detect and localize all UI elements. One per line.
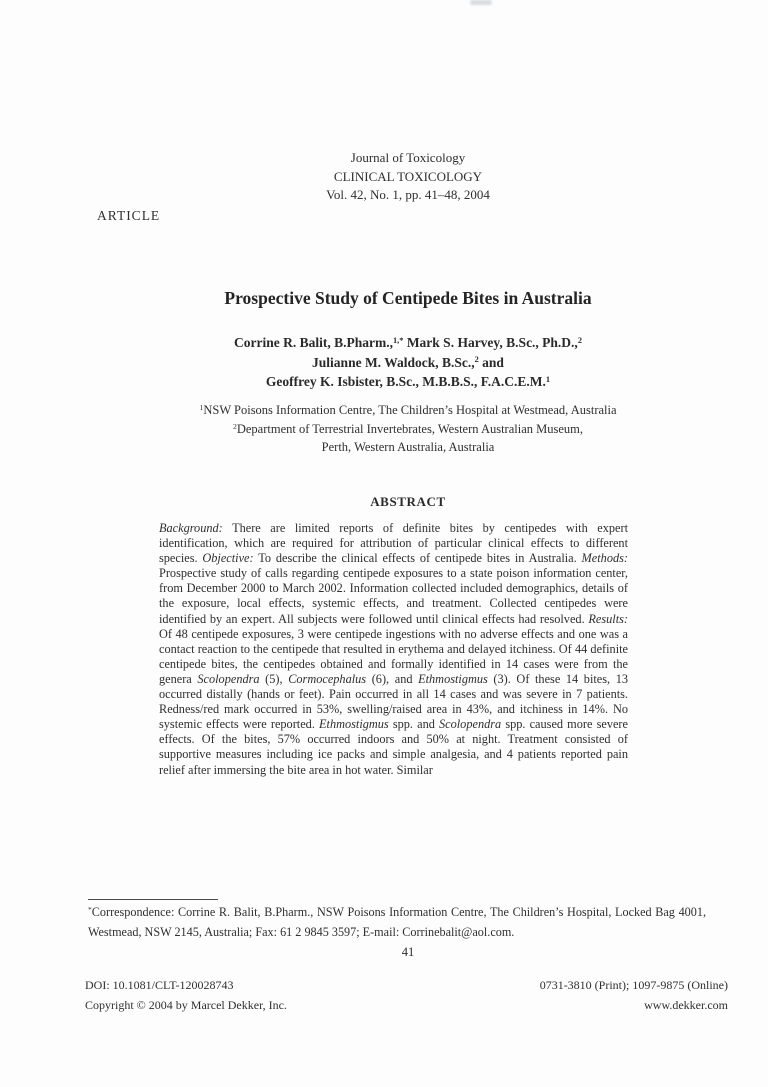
author-line: Corrine R. Balit, B.Pharm.,$^{1,*}$ Mark S. Harvey, B.Sc., Ph.D.,$^2$: [234, 335, 582, 350]
footnote-line: Westmead, NSW 2145, Australia; Fax: 61 2 9845 3597; E-mail: Corrinebalit@aol.com.: [88, 924, 515, 939]
journal-series-title: CLINICAL TOXICOLOGY: [333, 168, 483, 184]
footer-left-block: [85, 976, 287, 1015]
abstract-heading: ABSTRACT: [370, 494, 446, 509]
author-line: Geoffrey K. Isbister, B.Sc., M.B.B.S., F.A.C.E.M.$^1$: [265, 374, 551, 389]
scan-artifact: [470, 0, 492, 5]
page-number: 41: [401, 945, 415, 959]
issn-text: 0731-3810 (Print); 1097-9875 (Online): [539, 978, 728, 992]
affiliation-line: $^1$NSW Poisons Information Centre, The Children’s Hospital at Westmead, Australia: [199, 403, 617, 417]
affiliation-line: Perth, Western Australia, Australia: [321, 440, 495, 454]
affiliations-block: [40, 401, 768, 457]
authors-block: [40, 333, 768, 392]
article-type-label: ARTICLE: [97, 208, 161, 223]
journal-volume-info: Vol. 42, No. 1, pp. 41–48, 2004: [326, 187, 490, 202]
journal-header: [40, 149, 768, 205]
journal-name: Journal of Toxicology: [350, 150, 466, 165]
footnote-line: *Correspondence: Corrine R. Balit, B.Pharm., NSW Poisons Information Centre, The Children’s Hospital, Locked Bag 4001,: [88, 905, 706, 919]
author-line: Julianne M. Waldock, B.Sc.,$^2$ and: [312, 354, 504, 370]
doi-text: DOI: 10.1081/CLT-120028743: [85, 978, 234, 992]
footer-right-block: [540, 976, 728, 1015]
copyright-text: Copyright © 2004 by Marcel Dekker, Inc.: [85, 997, 287, 1012]
affiliation-line: $^2$Department of Terrestrial Invertebrates, Western Australian Museum,: [232, 421, 584, 436]
website-text: www.dekker.com: [644, 997, 728, 1012]
paper-title: Prospective Study of Centipede Bites in Australia: [224, 288, 592, 308]
footnote-divider: [88, 899, 218, 900]
abstract-text: Background: There are limited reports of definite bites by centipedes with expert identification, which are required for attribution of particular clinical effects to different species. Objective: To describe the clinical effects of centipede bites in Australia. Methods: Prospective study of calls regarding centipede exposures to a state poison information center, from December 2000 to March 2002. Information collected included demographics, details of the exposure, local effects, systemic effects, and treatment. Collected centipedes were identified by an expert. All subjects were followed until clinical effects had resolved. Results: Of 48 centipede exposures, 3 were centipede ingestions with no adverse effects and one was a contact reaction to the centipede that resulted in erythema and delayed itchiness. Of 44 definite centipede bites, the centipedes obtained and formally identified in 14 cases were from the genera Scolopendra (5), Cormocephalus (6), and Ethmostigmus (3). Of these 14 bites, 13 occurred distally (hands or feet). Pain occurred in all 14 cases and was severe in 7 patients. Redness/red mark occurred in 53%, swelling/raised area in 43%, and itchiness in 14%. No systemic effects were reported. Ethmostigmus spp. and Scolopendra spp. caused more severe effects. Of the bites, 57% occurred indoors and 50% at night. Treatment consisted of supportive measures including ice packs and simple analgesia, and 4 patients reported pain relief after immersing the bite area in hot water. Similar: [159, 521, 629, 777]
correspondence-footnote: [88, 903, 706, 942]
